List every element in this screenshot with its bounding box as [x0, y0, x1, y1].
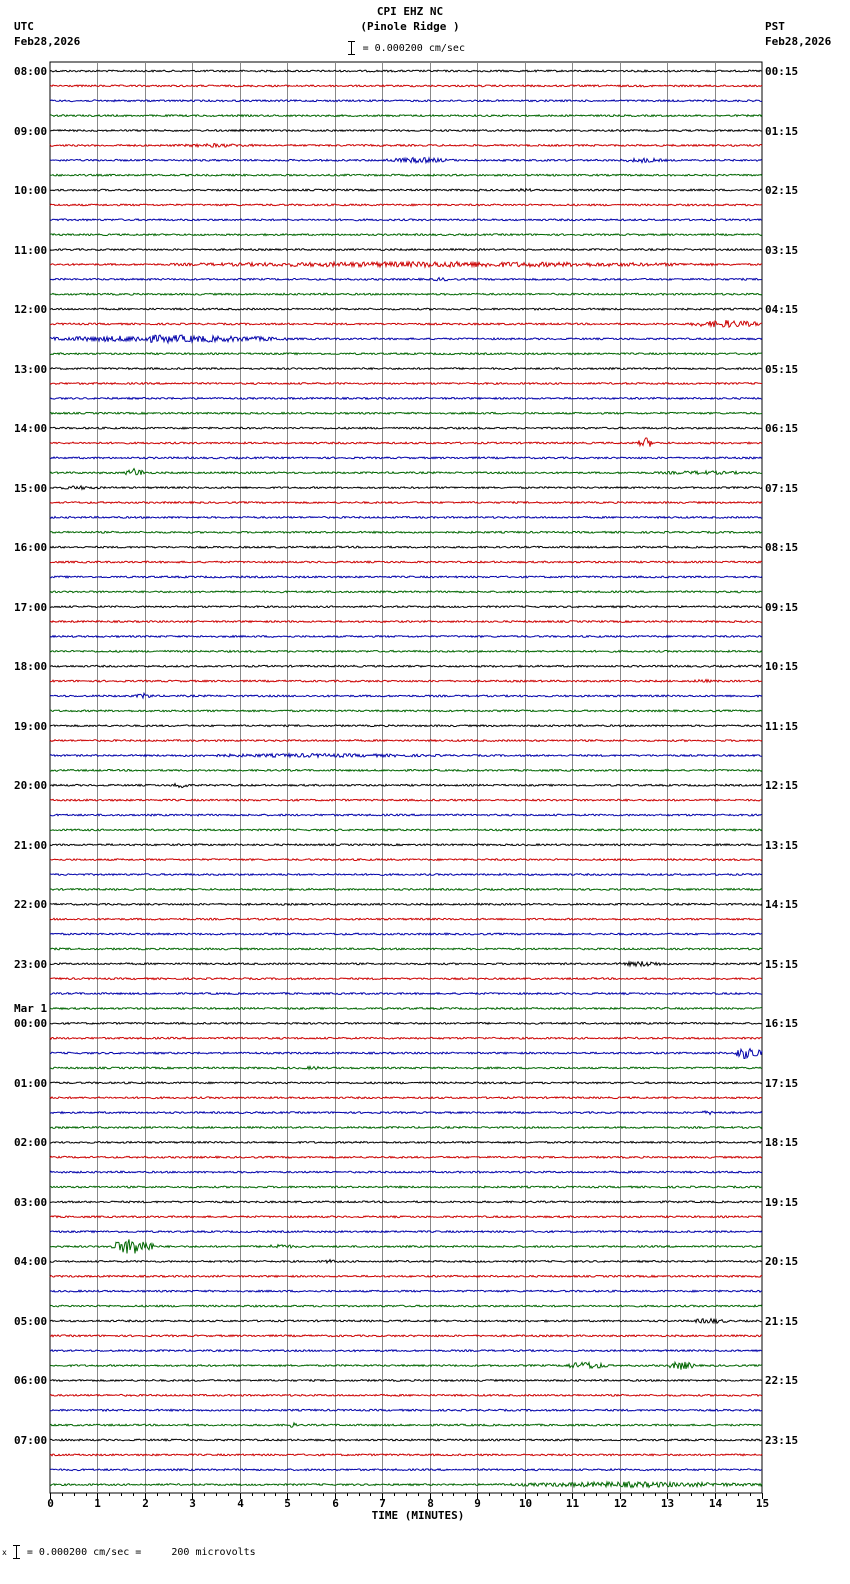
left-hour-label: 04:00 [14, 1255, 48, 1269]
left-hour-label: 19:00 [14, 719, 48, 733]
trace-47 [50, 770, 762, 772]
trace-31 [50, 531, 762, 533]
trace-34 [50, 576, 762, 578]
trace-32 [50, 546, 762, 548]
left-hour-label: 05:00 [14, 1314, 48, 1328]
x-tick-label-15: 15 [755, 1497, 770, 1510]
left-hour-label: 07:00 [14, 1433, 48, 1447]
left-hour-label: 06:00 [14, 1374, 48, 1388]
trace-78 [50, 1231, 762, 1233]
trace-69 [50, 1097, 762, 1099]
left-hour-label: 14:00 [14, 422, 48, 436]
trace-76 [50, 1201, 762, 1203]
left-timezone: UTC [14, 20, 34, 33]
trace-60 [50, 961, 762, 966]
trace-68 [50, 1082, 762, 1084]
left-hour-label: 13:00 [14, 362, 48, 376]
x-tick-label-8: 8 [427, 1497, 434, 1510]
station-title: CPI EHZ NC [376, 5, 444, 18]
left-hour-label: 21:00 [14, 838, 48, 852]
left-hour-label: 17:00 [14, 600, 48, 614]
trace-61 [50, 978, 762, 980]
trace-17 [50, 320, 762, 327]
trace-62 [50, 993, 762, 995]
trace-3 [50, 115, 762, 117]
trace-18 [50, 335, 762, 343]
trace-14 [50, 278, 762, 281]
right-hour-label: 17:15 [765, 1076, 799, 1090]
right-hour-label: 12:15 [765, 779, 799, 793]
x-tick-label-13: 13 [660, 1497, 675, 1510]
trace-66 [50, 1049, 762, 1059]
trace-81 [50, 1275, 762, 1277]
left-hour-label: 22:00 [14, 898, 48, 912]
trace-39 [50, 650, 762, 652]
trace-2 [50, 100, 762, 102]
left-date: Feb28,2026 [14, 35, 81, 48]
trace-45 [50, 740, 762, 742]
footer-scale [2, 1545, 256, 1559]
trace-72 [50, 1142, 762, 1144]
x-tick-label-0: 0 [47, 1497, 54, 1510]
trace-93 [50, 1454, 762, 1456]
trace-67 [50, 1066, 762, 1069]
station-location: (Pinole Ridge ) [360, 20, 460, 33]
right-hour-label: 01:15 [765, 124, 799, 138]
trace-29 [50, 502, 762, 504]
trace-49 [50, 799, 762, 801]
right-hour-label: 03:15 [765, 243, 799, 257]
trace-22 [50, 398, 762, 400]
scale-value: = 0.000200 cm/sec [362, 43, 465, 54]
trace-79 [50, 1239, 762, 1253]
left-hour-label: 01:00 [14, 1076, 48, 1090]
trace-77 [50, 1216, 762, 1218]
left-hour-label: 02:00 [14, 1136, 48, 1150]
right-hour-label: 14:15 [765, 898, 799, 912]
trace-82 [50, 1290, 762, 1292]
x-tick-label-11: 11 [565, 1497, 580, 1510]
trace-38 [50, 636, 762, 638]
left-hour-label: 16:00 [14, 541, 48, 555]
scale-bar-icon [348, 41, 356, 55]
right-date: Feb28,2026 [765, 35, 832, 48]
trace-42 [50, 693, 762, 698]
trace-65 [50, 1037, 762, 1039]
trace-51 [50, 829, 762, 831]
trace-48 [50, 784, 762, 788]
trace-53 [50, 859, 762, 861]
right-hour-label: 11:15 [765, 719, 799, 733]
right-hour-label: 09:15 [765, 600, 799, 614]
left-hour-label: 20:00 [14, 779, 48, 793]
scale-label [348, 41, 465, 55]
right-hour-label: 10:15 [765, 660, 799, 674]
left-hour-label: 10:00 [14, 184, 48, 198]
x-tick-label-10: 10 [518, 1497, 533, 1510]
right-hour-label: 20:15 [765, 1255, 799, 1269]
trace-1 [50, 85, 762, 87]
left-hour-label: 08:00 [14, 65, 48, 78]
trace-86 [50, 1350, 762, 1352]
trace-64 [50, 1022, 762, 1024]
trace-13 [50, 262, 762, 267]
right-hour-label: 05:15 [765, 362, 799, 376]
trace-95 [50, 1482, 762, 1488]
x-tick-label-7: 7 [379, 1497, 386, 1510]
trace-92 [50, 1439, 762, 1441]
plot-frame [50, 62, 762, 1493]
trace-36 [50, 606, 762, 608]
trace-59 [50, 948, 762, 950]
trace-89 [50, 1394, 762, 1396]
x-tick-label-5: 5 [284, 1497, 291, 1510]
trace-43 [50, 710, 762, 712]
right-hour-label: 19:15 [765, 1195, 799, 1209]
x-tick-label-1: 1 [94, 1497, 101, 1510]
right-hour-label: 04:15 [765, 303, 799, 317]
trace-46 [50, 754, 762, 758]
trace-37 [50, 621, 762, 623]
right-hour-label: 06:15 [765, 422, 799, 436]
trace-10 [50, 219, 762, 221]
trace-88 [50, 1380, 762, 1382]
left-hour-label: 00:00 [14, 1017, 48, 1031]
right-hour-label: 23:15 [765, 1433, 799, 1447]
trace-54 [50, 874, 762, 876]
trace-83 [50, 1305, 762, 1307]
trace-20 [50, 368, 762, 370]
right-hour-label: 08:15 [765, 541, 799, 555]
left-hour-label: 03:00 [14, 1195, 48, 1209]
trace-9 [50, 204, 762, 206]
trace-40 [50, 665, 762, 667]
right-hour-label: 02:15 [765, 184, 799, 198]
trace-56 [50, 903, 762, 905]
right-hour-label: 21:15 [765, 1314, 799, 1328]
trace-41 [50, 680, 762, 683]
right-hour-label: 00:15 [765, 65, 799, 78]
trace-58 [50, 933, 762, 935]
x-tick-label-12: 12 [613, 1497, 628, 1510]
x-axis-title: TIME (MINUTES) [371, 1509, 465, 1522]
trace-63 [50, 1008, 762, 1010]
footer-scale-value: = 0.000200 cm/sec = 200 microvolts [26, 1547, 256, 1558]
trace-7 [50, 174, 762, 176]
right-timezone: PST [765, 20, 785, 33]
x-tick-label-3: 3 [189, 1497, 196, 1510]
trace-0 [50, 70, 762, 72]
trace-15 [50, 293, 762, 295]
left-hour-label: 09:00 [14, 124, 48, 138]
trace-75 [50, 1186, 762, 1188]
left-hour-label: 11:00 [14, 243, 48, 257]
trace-25 [50, 438, 762, 447]
left-hour-label: 23:00 [14, 957, 48, 971]
trace-5 [50, 144, 762, 148]
trace-16 [50, 308, 762, 310]
trace-84 [50, 1319, 762, 1324]
right-hour-label: 18:15 [765, 1136, 799, 1150]
footer-scale-bar-icon [13, 1545, 21, 1559]
right-hour-label: 13:15 [765, 838, 799, 852]
right-hour-label: 22:15 [765, 1374, 799, 1388]
trace-70 [50, 1111, 762, 1115]
footer-prefix: x [2, 1548, 7, 1557]
x-tick-label-2: 2 [142, 1497, 149, 1510]
x-tick-label-14: 14 [708, 1497, 723, 1510]
trace-12 [50, 249, 762, 251]
right-hour-label: 15:15 [765, 957, 799, 971]
trace-87 [50, 1362, 762, 1370]
trace-44 [50, 725, 762, 727]
right-hour-label: 07:15 [765, 481, 799, 495]
left-hour-label: 15:00 [14, 481, 48, 495]
trace-80 [50, 1260, 762, 1263]
trace-30 [50, 517, 762, 519]
left-hour-label: 12:00 [14, 303, 48, 317]
right-hour-label: 16:15 [765, 1017, 799, 1031]
trace-33 [50, 561, 762, 563]
trace-24 [50, 427, 762, 429]
trace-8 [50, 189, 762, 192]
trace-27 [50, 469, 762, 475]
left-date-label: Mar 1 [14, 1002, 48, 1016]
trace-50 [50, 814, 762, 816]
trace-19 [50, 353, 762, 355]
x-tick-label-9: 9 [474, 1497, 481, 1510]
trace-35 [50, 591, 762, 593]
x-tick-label-4: 4 [237, 1497, 244, 1510]
trace-26 [50, 457, 762, 459]
trace-28 [50, 486, 762, 489]
x-tick-label-6: 6 [332, 1497, 339, 1510]
trace-11 [50, 234, 762, 236]
trace-73 [50, 1156, 762, 1158]
trace-4 [50, 130, 762, 132]
trace-57 [50, 918, 762, 920]
trace-94 [50, 1469, 762, 1471]
left-hour-label: 18:00 [14, 660, 48, 674]
trace-55 [50, 889, 762, 891]
trace-23 [50, 412, 762, 414]
trace-52 [50, 844, 762, 846]
trace-91 [50, 1423, 762, 1427]
trace-85 [50, 1335, 762, 1337]
trace-6 [50, 158, 762, 163]
trace-90 [50, 1409, 762, 1411]
trace-21 [50, 383, 762, 385]
trace-74 [50, 1171, 762, 1173]
trace-71 [50, 1127, 762, 1129]
